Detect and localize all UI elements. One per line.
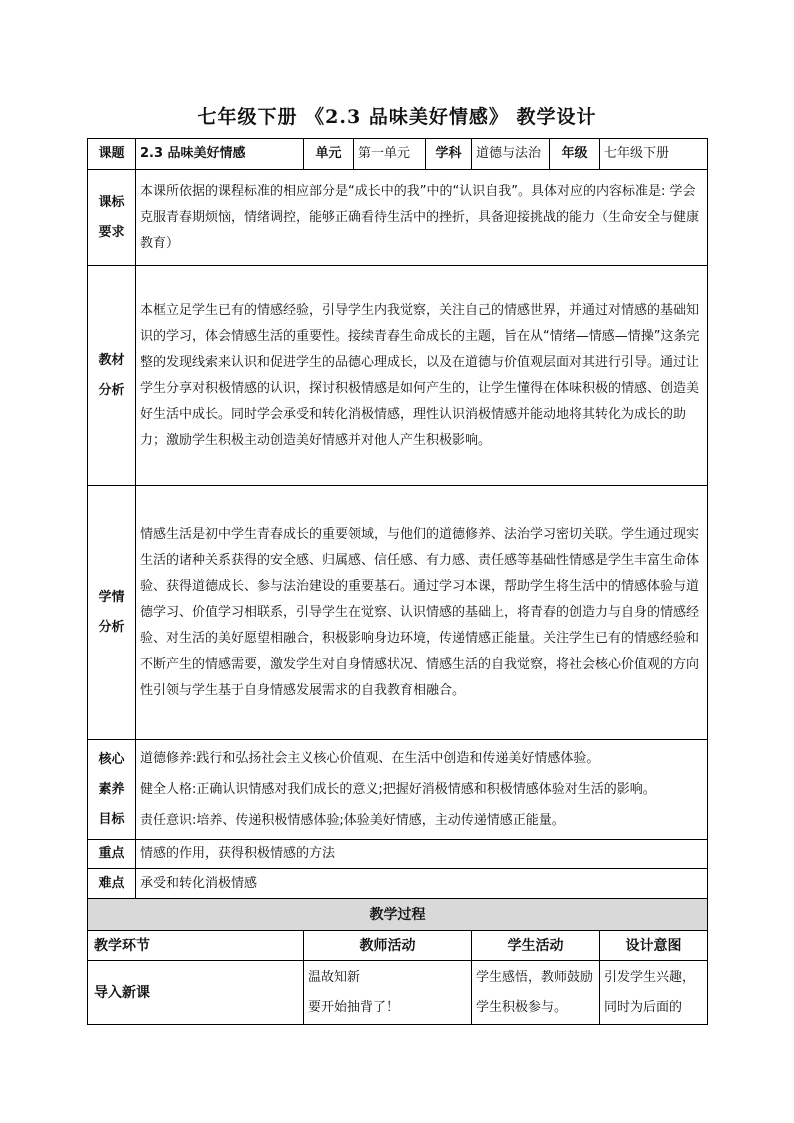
column-header-teacher: 教师活动 [304,931,472,961]
students-label: 学情 分析 [88,486,136,740]
column-header-stage: 教学环节 [88,931,304,961]
lesson-plan-table [87,138,708,1025]
difficulty-row [88,869,708,899]
topic-label: 课题 [88,139,136,170]
literacy-item: 责任意识:培养、传递积极情感体验;体验美好情感，主动传递情感正能量。 [140,813,565,828]
literacy-item: 道德修养:践行和弘扬社会主义核心价值观、在生活中创造和传递美好情感体验。 [140,751,600,766]
teacher-activity-line: 温故知新 [308,969,361,985]
material-label: 教材 分析 [88,266,136,486]
column-header-student: 学生活动 [472,931,600,961]
literacy-list [136,740,708,840]
student-activity: 学生感悟，教师鼓励学生积极参与。 [472,961,600,1025]
material-text: 本框立足学生已有的情感经验，引导学生内我觉察，关注自己的情感世界，并通过对情感的基础知识的学习，体会情感生活的重要性。接续青春生命成长的主题，旨在从“情绪—情感—情操”这条完整的发现线索来认识和促进学生的品德心理成长，以及在道德与价值观层面对其进行引导。通过让学生分享对积极情感的认识，探讨积极情感是如何产生的，让学生懂得在体味积极的情感、创造美好生活中成长。同时学会承受和转化消极情感，理性认识消极情感并能动地将其转化为成长的助力；激励学生积极主动创造美好情感并对他人产生积极影响。 [136,266,708,486]
grade-label: 年级 [550,139,600,170]
process-row [88,961,708,1025]
design-intent: 引发学生兴趣，同时为后面的 [600,961,708,1025]
process-heading: 教学过程 [88,899,708,931]
standards-row [88,170,708,266]
subject-label: 学科 [426,139,472,170]
literacy-label: 核心 素养 目标 [88,740,136,840]
students-row [88,486,708,740]
key-point-text: 情感的作用，获得积极情感的方法 [136,840,708,869]
unit-label: 单元 [304,139,354,170]
key-point-label: 重点 [88,840,136,869]
info-row [88,139,708,170]
difficulty-text: 承受和转化消极情感 [136,869,708,899]
students-text: 情感生活是初中学生青春成长的重要领域，与他们的道德修养、法治学习密切关联。学生通过现实生活的诸种关系获得的安全感、归属感、信任感、有力感、责任感等基础性情感是学生丰富生命体验、获得道德成长、参与法治建设的重要基石。通过学习本课，帮助学生将生活中的情感体验与道德学习、价值学习相联系，引导学生在觉察、认识情感的基础上，将青春的创造力与自身的情感经验、对生活的美好愿望相融合，积极影响身边环境，传递情感正能量。关注学生已有的情感经验和不断产生的情感需要，激发学生对自身情感状况、情感生活的自我觉察，将社会核心价值观的方向性引领与学生基于自身情感发展需求的自我教育相融合。 [136,486,708,740]
process-heading-row [88,899,708,931]
teacher-activity [304,961,472,1025]
subject-value: 道德与法治 [472,139,550,170]
process-header-row [88,931,708,961]
topic-value: 2.3 品味美好情感 [136,139,304,170]
literacy-row [88,740,708,840]
document-title: 七年级下册 《2.3 品味美好情感》 教学设计 [197,106,597,128]
literacy-item: 健全人格:正确认识情感对我们成长的意义;把握好消极情感和积极情感体验对生活的影响。 [140,782,656,797]
key-point-row [88,840,708,869]
difficulty-label: 难点 [88,869,136,899]
process-stage: 导入新课 [88,961,304,1025]
standards-text: 本课所依据的课程标准的相应部分是“成长中的我”中的“认识自我”。具体对应的内容标准是: 学会克服青春期烦恼，情绪调控，能够正确看待生活中的挫折，具备迎接挑战的能力（生命安全与健康教育） [136,170,708,266]
column-header-intent: 设计意图 [600,931,708,961]
material-row [88,266,708,486]
standards-label: 课标 要求 [88,170,136,266]
grade-value: 七年级下册 [600,139,708,170]
teacher-activity-line: 要开始抽背了！ [308,999,400,1015]
unit-value: 第一单元 [354,139,426,170]
